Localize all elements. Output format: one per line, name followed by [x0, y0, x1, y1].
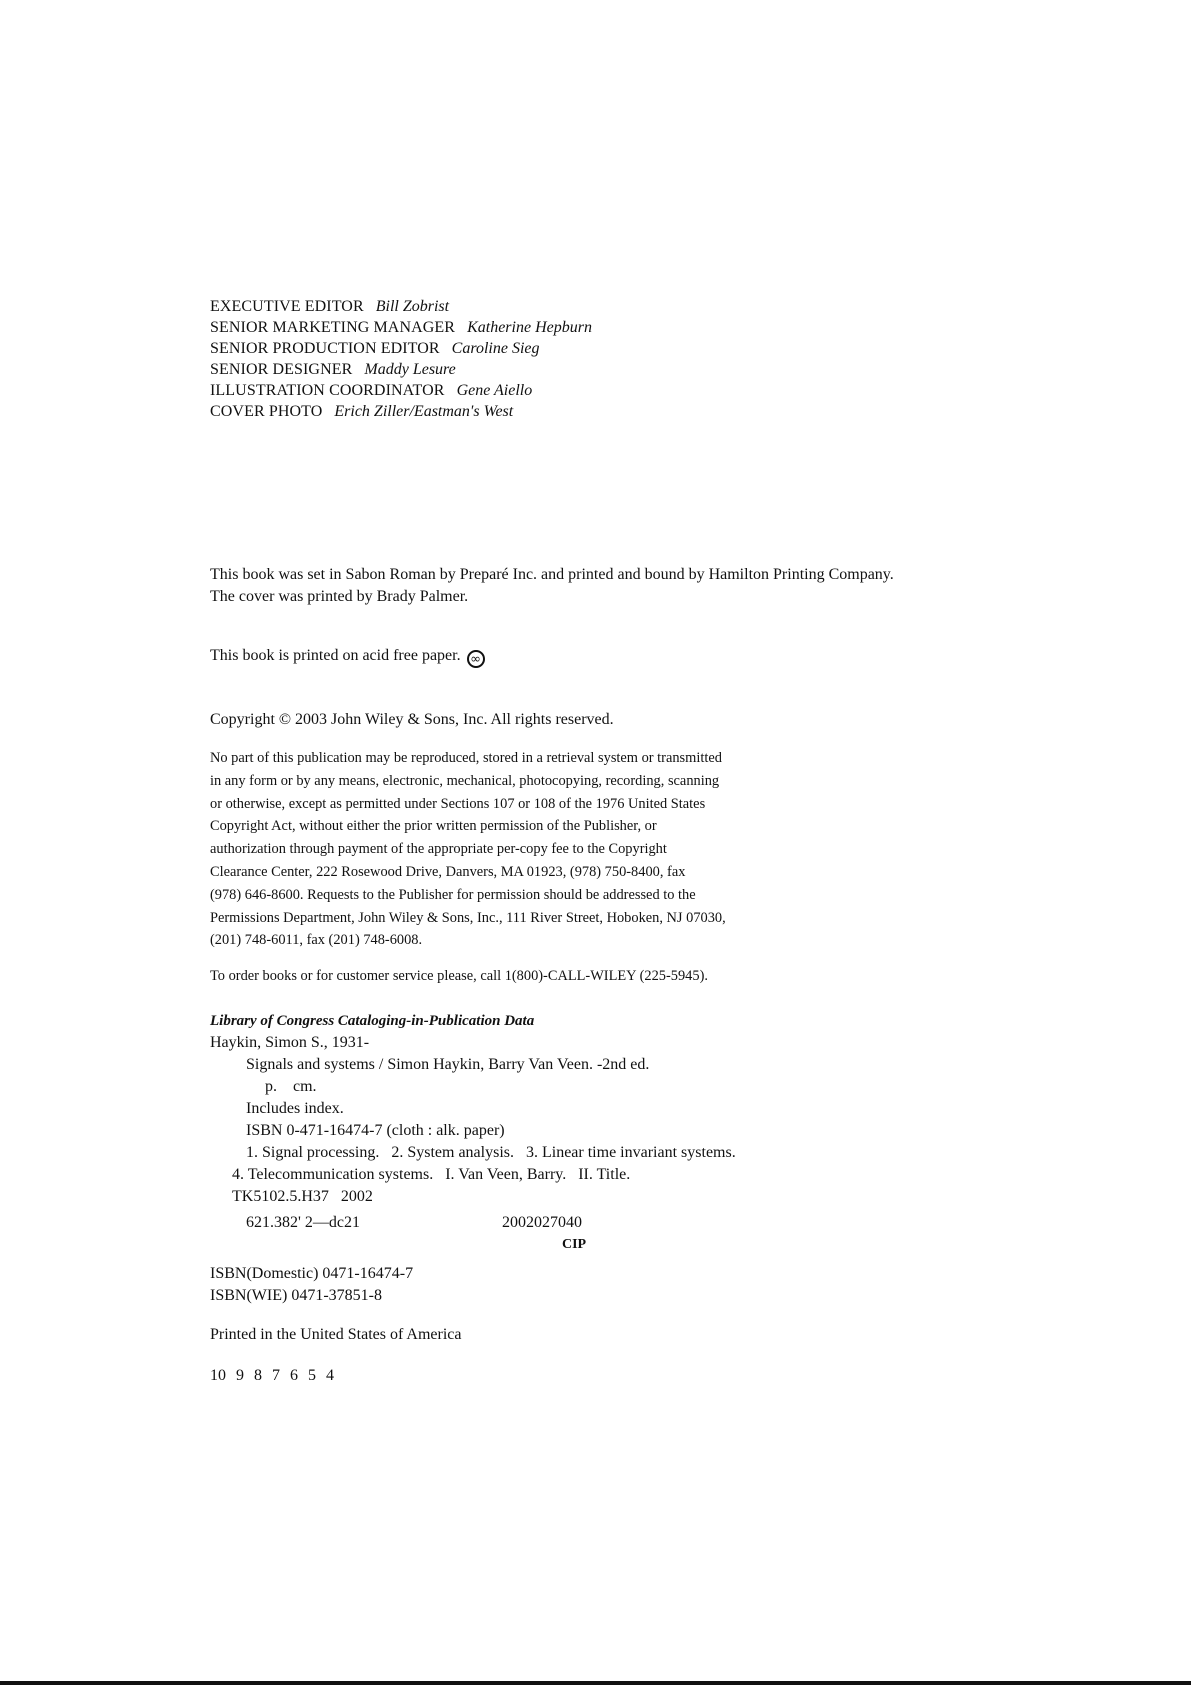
credit-name: Gene Aiello: [456, 382, 533, 399]
credit-name: Erich Ziller/Eastman's West: [334, 403, 514, 420]
credits-list: [210, 296, 592, 422]
cip-isbn: ISBN 0-471-16474-7 (cloth : alk. paper): [246, 1122, 505, 1139]
cip-subjects: 4. Telecommunication systems. I. Van Veen, Barry. II. Title.: [232, 1166, 631, 1183]
cip-class-row: [210, 1212, 830, 1234]
notice-line: Permissions Department, John Wiley & Sons, Inc., 111 River Street, Hoboken, NJ 07030,: [210, 909, 726, 926]
typeset-line: This book was set in Sabon Roman by Preparé Inc. and printed and bound by Hamilton Printing Company.: [210, 566, 894, 583]
cip-heading: Library of Congress Cataloging-in-Publication Data: [210, 1013, 535, 1029]
credit-row: [210, 401, 592, 422]
credit-name: Caroline Sieg: [451, 340, 540, 357]
copyright-line: Copyright © 2003 John Wiley & Sons, Inc. All rights reserved.: [210, 711, 614, 728]
cip-lccn: 2002027040: [502, 1214, 582, 1231]
credit-row: [210, 317, 592, 338]
notice-line: or otherwise, except as permitted under Sections 107 or 108 of the 1976 United States: [210, 795, 706, 812]
notice-line: (978) 646-8600. Requests to the Publisher for permission should be addressed to the: [210, 886, 696, 903]
bottom-rule: [0, 1681, 1191, 1685]
cip-author: Haykin, Simon S., 1931-: [210, 1034, 370, 1051]
cip-pages: p. cm.: [265, 1078, 317, 1095]
cip-subjects: 1. Signal processing. 2. System analysis. 3. Linear time invariant systems.: [246, 1144, 736, 1161]
acid-free-text: This book is printed on acid free paper.: [210, 647, 461, 664]
credit-role: SENIOR MARKETING MANAGER: [210, 319, 456, 336]
notice-line: Clearance Center, 222 Rosewood Drive, Danvers, MA 01923, (978) 750-8400, fax: [210, 863, 686, 880]
credit-role: SENIOR PRODUCTION EDITOR: [210, 340, 440, 357]
cip-lc-class: TK5102.5.H37 2002: [232, 1188, 373, 1205]
credit-row: [210, 359, 592, 380]
cip-includes: Includes index.: [246, 1100, 344, 1117]
printer-key: 10 9 8 7 6 5 4: [210, 1367, 334, 1384]
credit-row: [210, 338, 592, 359]
credit-role: EXECUTIVE EDITOR: [210, 298, 364, 315]
rights-notice: [210, 747, 820, 952]
notice-line: No part of this publication may be reproduced, stored in a retrieval system or transmitted: [210, 750, 722, 766]
credit-name: Bill Zobrist: [375, 298, 450, 315]
cip-dewey: 621.382' 2—dc21: [246, 1214, 360, 1231]
order-info: To order books or for customer service please, call 1(800)-CALL-WILEY (225-5945).: [210, 968, 708, 984]
infinity-icon: ∞: [467, 650, 485, 668]
acid-free-note: [210, 645, 485, 668]
typeset-line: The cover was printed by Brady Palmer.: [210, 588, 469, 605]
credit-row: [210, 296, 592, 317]
notice-line: authorization through payment of the appropriate per-copy fee to the Copyright: [210, 841, 667, 858]
isbn-list: [210, 1263, 413, 1307]
cip-title: Signals and systems / Simon Haykin, Barry Van Veen. -2nd ed.: [246, 1056, 650, 1073]
cip-block: [210, 1010, 830, 1256]
notice-line: (201) 748-6011, fax (201) 748-6008.: [210, 932, 423, 949]
credit-role: ILLUSTRATION COORDINATOR: [210, 382, 445, 399]
credit-row: [210, 380, 592, 401]
isbn-line: ISBN(WIE) 0471-37851-8: [210, 1287, 382, 1304]
credit-role: COVER PHOTO: [210, 403, 323, 420]
typeset-note: [210, 564, 1140, 608]
credit-name: Maddy Lesure: [364, 361, 456, 378]
credit-role: SENIOR DESIGNER: [210, 361, 353, 378]
isbn-line: ISBN(Domestic) 0471-16474-7: [210, 1265, 414, 1282]
cip-mark: CIP: [562, 1237, 587, 1252]
notice-line: in any form or by any means, electronic, mechanical, photocopying, recording, scanning: [210, 772, 720, 789]
credit-name: Katherine Hepburn: [467, 319, 592, 336]
cip-mark-row: [210, 1234, 830, 1256]
printed-in: Printed in the United States of America: [210, 1326, 462, 1343]
notice-line: Copyright Act, without either the prior written permission of the Publisher, or: [210, 818, 657, 835]
